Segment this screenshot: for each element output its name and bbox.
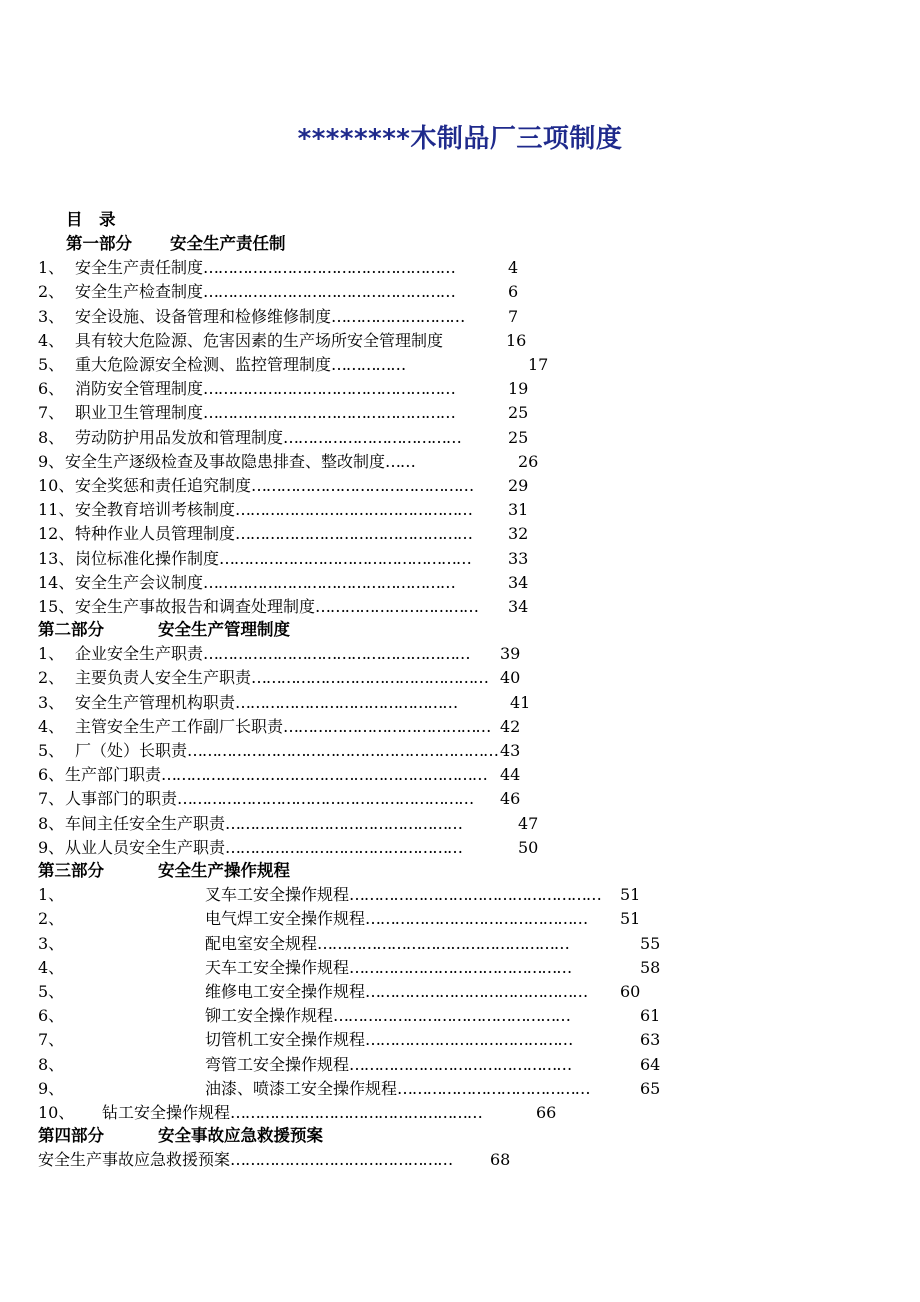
toc-entry-number: 10、 [38, 1103, 75, 1122]
toc-entry-page: 61 [640, 1006, 661, 1026]
toc-entry[interactable] [0, 836, 920, 860]
toc-entry-number: 10、 [38, 476, 75, 495]
toc-entry-text: 铆工安全操作规程 [205, 1006, 334, 1026]
part-heading [0, 1124, 920, 1148]
toc-entry-title [65, 763, 487, 787]
toc-entry-page: 50 [518, 837, 539, 857]
toc-entry-number: 5、 [38, 355, 65, 374]
toc-entry-leader: ………………………………………………………… [161, 765, 487, 785]
toc-entry[interactable] [0, 691, 920, 715]
toc-entry-number: 1、 [38, 258, 65, 278]
toc-entry[interactable] [0, 907, 920, 931]
toc-entry-leader: ……………………… [331, 306, 465, 326]
toc-entry-leader: ……………………………………… [235, 692, 458, 712]
toc-entry[interactable] [0, 595, 920, 619]
toc-entry-page: 16 [506, 330, 527, 350]
part-name: 安全生产责任制 [170, 234, 286, 253]
toc-entry-number: 2、 [38, 282, 65, 302]
toc-entry-text: 配电室安全规程 [205, 933, 318, 953]
toc-entry[interactable] [0, 450, 920, 474]
toc-entry-page: 55 [640, 933, 661, 953]
toc-entry-page: 68 [490, 1150, 511, 1170]
toc-entry-title [205, 1028, 572, 1052]
toc-entry-leader: …………………………………………… [203, 282, 455, 302]
toc-entry-number: 6、 [38, 1006, 65, 1026]
toc-entry[interactable] [0, 812, 920, 836]
toc-entry[interactable] [0, 1004, 920, 1028]
toc-entry-page: 25 [508, 403, 529, 423]
toc-entry-leader: ……………………………… [283, 427, 461, 447]
part-label: 第四部分 [38, 1126, 104, 1145]
toc-entry-number: 6、 [38, 379, 65, 399]
toc-entry[interactable] [0, 401, 920, 425]
toc-entry-leader: ……………………………………… [349, 1054, 572, 1074]
toc-entry-text: 安全教育培训考核制度 [75, 500, 236, 520]
toc-entry-text: 岗位标准化操作制度 [75, 548, 220, 568]
toc-entry-title [205, 1004, 570, 1028]
toc-entry-page: 26 [518, 451, 539, 471]
toc-entry-title [38, 1148, 452, 1172]
toc-entry-title [65, 836, 462, 860]
toc-entry-page: 41 [510, 692, 531, 712]
toc-entry[interactable] [0, 571, 920, 595]
toc-entry-page: 46 [500, 789, 521, 809]
toc-entry-number: 9、 [38, 1078, 65, 1098]
toc-entry-leader: …………………………………… [283, 716, 491, 736]
toc-entry-leader: …………………………………… [365, 1030, 573, 1050]
part-name: 安全生产操作规程 [158, 861, 290, 880]
toc-entry-title [75, 305, 464, 329]
toc-entry-text: 安全生产事故应急救援预案 [38, 1150, 231, 1170]
toc-entry-number: 14、 [38, 572, 75, 592]
toc-entry-leader: ……………………………………………… [203, 644, 470, 664]
toc-entry-page: 19 [508, 379, 529, 399]
toc-entry-leader: ……………………………………… [230, 1150, 453, 1170]
toc-entry-title [75, 571, 455, 595]
toc-entry-title [75, 474, 473, 498]
toc-entry-number: 8、 [38, 813, 65, 833]
toc-entry-page: 63 [640, 1030, 661, 1050]
toc-entry-title [75, 642, 469, 666]
toc-entry-title [205, 932, 569, 956]
toc-entry[interactable] [0, 956, 920, 980]
toc-entry-text: 天车工安全操作规程 [205, 957, 350, 977]
part-label: 第三部分 [38, 861, 104, 880]
toc-entry[interactable] [0, 353, 920, 377]
toc-entry-text: 主要负责人安全生产职责 [75, 668, 252, 688]
toc-entry-text: 电气焊工安全操作规程 [205, 909, 366, 929]
toc-entry-title [205, 907, 587, 931]
toc-entry-title [75, 522, 472, 546]
toc-entry-text: 具有较大危险源、危害因素的生产场所安全管理制度 [75, 330, 444, 350]
toc-entry-number: 9、 [38, 837, 65, 857]
toc-entry[interactable] [0, 666, 920, 690]
toc-heading: 目 录 [66, 210, 116, 229]
toc-entry-title [75, 595, 478, 619]
toc-entry-text: 生产部门职责 [65, 765, 162, 785]
toc-entry-page: 17 [528, 355, 549, 374]
toc-entry-leader: ……………………………………… [251, 476, 474, 495]
toc-entry-page: 33 [508, 548, 529, 568]
toc-entry-text: 叉车工安全操作规程 [205, 885, 350, 905]
toc-entry-leader: ………………………………………… [235, 500, 472, 520]
toc-entry-title [205, 883, 601, 907]
toc-entry-title [102, 1101, 482, 1125]
toc-entry-page: 44 [500, 765, 521, 785]
toc-entry[interactable] [0, 498, 920, 522]
toc-entry-page: 25 [508, 427, 529, 447]
toc-entry[interactable] [0, 305, 920, 329]
toc-entry[interactable] [0, 1101, 920, 1125]
toc-entry[interactable] [0, 1077, 920, 1101]
toc-entry[interactable] [0, 932, 920, 956]
toc-entry-leader: …………………………………………… [349, 885, 601, 905]
toc-entry-leader: …………………………………………… [203, 258, 455, 278]
toc-entry[interactable] [0, 715, 920, 739]
toc-entry-title [205, 980, 587, 1004]
toc-entry-page: 4 [508, 258, 519, 278]
document-title: ********木制品厂三项制度 [297, 124, 623, 154]
toc-entry-text: 安全生产事故报告和调查处理制度 [75, 597, 316, 616]
part-heading [0, 859, 920, 883]
part-heading [0, 618, 920, 642]
toc-entry-title [75, 691, 457, 715]
toc-entry-leader: …………………………………………… [203, 572, 455, 592]
toc-entry[interactable] [0, 329, 920, 353]
toc-entry-title [75, 498, 472, 522]
toc-entry-number: 3、 [38, 692, 65, 712]
toc-entry-leader: ……………………………………………………… [187, 741, 498, 760]
toc-entry-page: 43 [500, 741, 521, 760]
toc-entry-title [75, 377, 455, 401]
toc-entry-page: 60 [620, 982, 641, 1001]
toc-entry-number: 2、 [38, 909, 65, 929]
toc-entry-text: 人事部门的职责 [65, 789, 178, 809]
toc-entry-text: 安全奖惩和责任追究制度 [75, 476, 252, 495]
toc-entry-text: 重大危险源安全检测、监控管理制度 [75, 355, 332, 374]
toc-entry-text: 特种作业人员管理制度 [75, 524, 236, 544]
toc-entry-leader: ………………………………………… [333, 1006, 570, 1026]
toc-entry[interactable] [0, 547, 920, 571]
toc-entry-leader: ………………………………… [397, 1078, 590, 1098]
toc-entry-text: 消防安全管理制度 [75, 379, 204, 399]
toc-entry[interactable] [0, 739, 920, 763]
toc-entry-page: 51 [620, 885, 641, 905]
toc-entry-title [75, 547, 471, 571]
toc-entry-text: 安全生产责任制度 [75, 258, 204, 278]
toc-entry-leader: ……………………………………… [365, 909, 588, 929]
toc-entry[interactable] [0, 980, 920, 1004]
toc-entry-title [75, 715, 490, 739]
toc-entry-title [75, 329, 443, 353]
toc-entry-number: 7、 [38, 403, 65, 423]
toc-entry-leader: …………………………………………… [203, 403, 455, 423]
toc-entry-text: 钻工安全操作规程 [102, 1103, 231, 1122]
part-label: 第一部分 [66, 234, 132, 253]
toc-entry-number: 7、 [38, 1030, 65, 1050]
toc-entry-text: 维修电工安全操作规程 [205, 982, 366, 1001]
part-name: 安全事故应急救援预案 [158, 1126, 323, 1145]
toc-entry-leader: …………………………… [315, 597, 478, 616]
toc-entry-text: 切管机工安全操作规程 [205, 1030, 366, 1050]
toc-entry-number: 3、 [38, 306, 65, 326]
toc-entry-number: 15、 [38, 597, 75, 616]
toc-entry-text: 安全设施、设备管理和检修维修制度 [75, 306, 332, 326]
toc-entry-text: 厂（处）长职责 [75, 741, 188, 760]
toc-entry-text: 劳动防护用品发放和管理制度 [75, 427, 284, 447]
toc-entry-text: 从业人员安全生产职责 [65, 837, 226, 857]
toc-entry-leader: ……………………………………… [349, 957, 572, 977]
toc-entry-page: 7 [508, 306, 519, 326]
toc-entry-number: 13、 [38, 548, 75, 568]
toc-entry-page: 65 [640, 1078, 661, 1098]
toc-entry-text: 油漆、喷漆工安全操作规程 [205, 1078, 398, 1098]
toc-entry-page: 6 [508, 282, 519, 302]
toc-entry[interactable] [0, 787, 920, 811]
toc-entry[interactable] [0, 763, 920, 787]
toc-entry[interactable] [0, 474, 920, 498]
toc-entry-leader: …………………………………………… [203, 379, 455, 399]
toc-entry-title [65, 812, 462, 836]
part-label: 第二部分 [38, 620, 104, 639]
toc-entry-leader: …… [385, 451, 415, 471]
toc-entry-leader: ………………………………………… [225, 813, 462, 833]
toc-entry-page: 51 [620, 909, 641, 929]
toc-entry-leader: ………………………………………… [225, 837, 462, 857]
toc-entry[interactable] [0, 1148, 920, 1172]
toc-entry-text: 安全生产管理机构职责 [75, 692, 236, 712]
toc-entry-leader: …………………………………………………… [177, 789, 474, 809]
toc-entry-number: 1、 [38, 644, 65, 664]
toc-entry-number: 1、 [38, 885, 65, 905]
toc-entry-leader: ………………………………………… [251, 668, 488, 688]
toc-entry-number: 4、 [38, 957, 65, 977]
toc-entry-number: 8、 [38, 427, 65, 447]
toc-entry-page: 34 [508, 572, 529, 592]
toc-entry[interactable] [0, 280, 920, 304]
toc-entry-title [205, 1077, 589, 1101]
toc-entry-title [205, 1053, 571, 1077]
toc-entry-number: 7、 [38, 789, 65, 809]
toc-entry-title [65, 450, 415, 474]
toc-entry-page: 29 [508, 476, 529, 495]
toc-entry-title [205, 956, 571, 980]
toc-entry-page: 39 [500, 644, 521, 664]
toc-entry-leader: …………………………………………… [230, 1103, 482, 1122]
toc-entry-page: 42 [500, 716, 521, 736]
toc-entry-text: 安全生产逐级检查及事故隐患排查、整改制度 [65, 451, 386, 471]
toc-entry-title [75, 666, 488, 690]
toc-entry[interactable] [0, 883, 920, 907]
toc-entry-number: 5、 [38, 982, 65, 1001]
toc-entry-page: 31 [508, 500, 529, 520]
toc-entry-leader: …………… [331, 355, 406, 374]
toc-entry[interactable] [0, 426, 920, 450]
toc-entry-leader: …………………………………………… [219, 548, 471, 568]
toc-entry-text: 弯管工安全操作规程 [205, 1054, 350, 1074]
toc-entry-page: 66 [536, 1103, 557, 1122]
toc-entry-title [75, 426, 461, 450]
toc-entry-title [75, 401, 455, 425]
toc-entry-title [75, 256, 455, 280]
toc-entry-page: 47 [518, 813, 539, 833]
toc-entry-number: 5、 [38, 741, 65, 760]
toc-entry-number: 8、 [38, 1054, 65, 1074]
toc-entry-page: 40 [500, 668, 521, 688]
toc-entry-leader: ……………………………………… [365, 982, 588, 1001]
toc-entry-text: 职业卫生管理制度 [75, 403, 204, 423]
toc-entry-page: 64 [640, 1054, 661, 1074]
toc-entry-number: 4、 [38, 716, 65, 736]
toc-entry-title [75, 739, 498, 763]
toc-entry-title [65, 787, 473, 811]
toc-entry-text: 车间主任安全生产职责 [65, 813, 226, 833]
toc-entry-title [75, 353, 405, 377]
toc-entry-number: 12、 [38, 524, 75, 544]
toc-entry-leader: …………………………………………… [317, 933, 569, 953]
toc-entry-number: 9、 [38, 451, 65, 471]
toc-entry-leader: ………………………………………… [235, 524, 472, 544]
toc-entry[interactable] [0, 522, 920, 546]
toc-entry[interactable] [0, 642, 920, 666]
toc-entry-title [75, 280, 455, 304]
part-heading [0, 232, 920, 256]
toc-entry-text: 主管安全生产工作副厂长职责 [75, 716, 284, 736]
toc-entry-text: 企业安全生产职责 [75, 644, 204, 664]
toc-entry[interactable] [0, 1028, 920, 1052]
toc-entry-page: 58 [640, 957, 661, 977]
toc-entry-page: 32 [508, 524, 529, 544]
toc-entry-text: 安全生产会议制度 [75, 572, 204, 592]
toc-entry-number: 4、 [38, 330, 65, 350]
toc-entry-number: 6、 [38, 765, 65, 785]
toc-entry-page: 34 [508, 597, 529, 616]
toc-entry-number: 2、 [38, 668, 65, 688]
toc-entry[interactable] [0, 377, 920, 401]
toc-entry-number: 11、 [38, 500, 75, 520]
toc-entry[interactable] [0, 1053, 920, 1077]
toc-entry-number: 3、 [38, 933, 65, 953]
toc-entry-text: 安全生产检查制度 [75, 282, 204, 302]
part-name: 安全生产管理制度 [158, 620, 290, 639]
toc-entry[interactable] [0, 256, 920, 280]
